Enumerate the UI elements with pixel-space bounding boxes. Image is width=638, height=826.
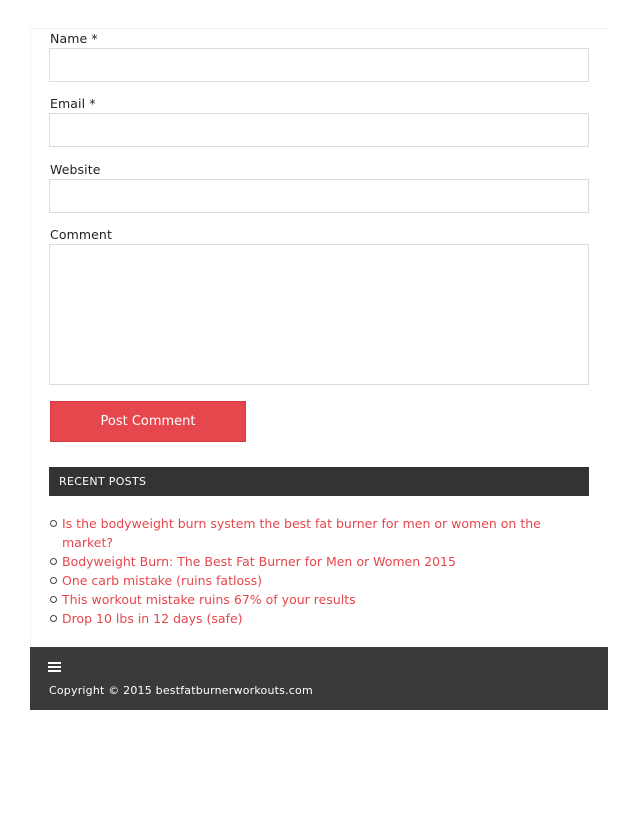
circle-bullet-icon [50, 520, 57, 527]
recent-posts-title: RECENT POSTS [49, 467, 589, 496]
circle-bullet-icon [50, 558, 57, 565]
site-footer [30, 647, 608, 710]
recent-post-link[interactable]: This workout mistake ruins 67% of your results [62, 592, 356, 607]
list-item [49, 590, 569, 609]
list-item [49, 609, 569, 628]
comment-textarea[interactable] [49, 244, 589, 385]
circle-bullet-icon [50, 596, 57, 603]
name-label: Name * [50, 31, 98, 46]
circle-bullet-icon [50, 615, 57, 622]
comment-section [30, 28, 609, 649]
email-input[interactable] [49, 113, 589, 147]
email-label: Email * [50, 96, 96, 111]
circle-bullet-icon [50, 577, 57, 584]
hamburger-menu-icon[interactable] [48, 662, 63, 673]
recent-post-link[interactable]: Is the bodyweight burn system the best fat burner for men or women on the market? [62, 516, 541, 550]
list-item [49, 571, 569, 590]
recent-post-link[interactable]: One carb mistake (ruins fatloss) [62, 573, 262, 588]
copyright-text: Copyright © 2015 bestfatburnerworkouts.com [49, 684, 313, 697]
post-comment-button[interactable]: Post Comment [50, 401, 246, 442]
website-input[interactable] [49, 179, 589, 213]
list-item [49, 552, 569, 571]
comment-label: Comment [50, 227, 112, 242]
recent-post-link[interactable]: Drop 10 lbs in 12 days (safe) [62, 611, 243, 626]
recent-post-link[interactable]: Bodyweight Burn: The Best Fat Burner for Men or Women 2015 [62, 554, 456, 569]
recent-posts-list [49, 514, 569, 628]
website-label: Website [50, 162, 101, 177]
name-input[interactable] [49, 48, 589, 82]
list-item [49, 514, 569, 552]
